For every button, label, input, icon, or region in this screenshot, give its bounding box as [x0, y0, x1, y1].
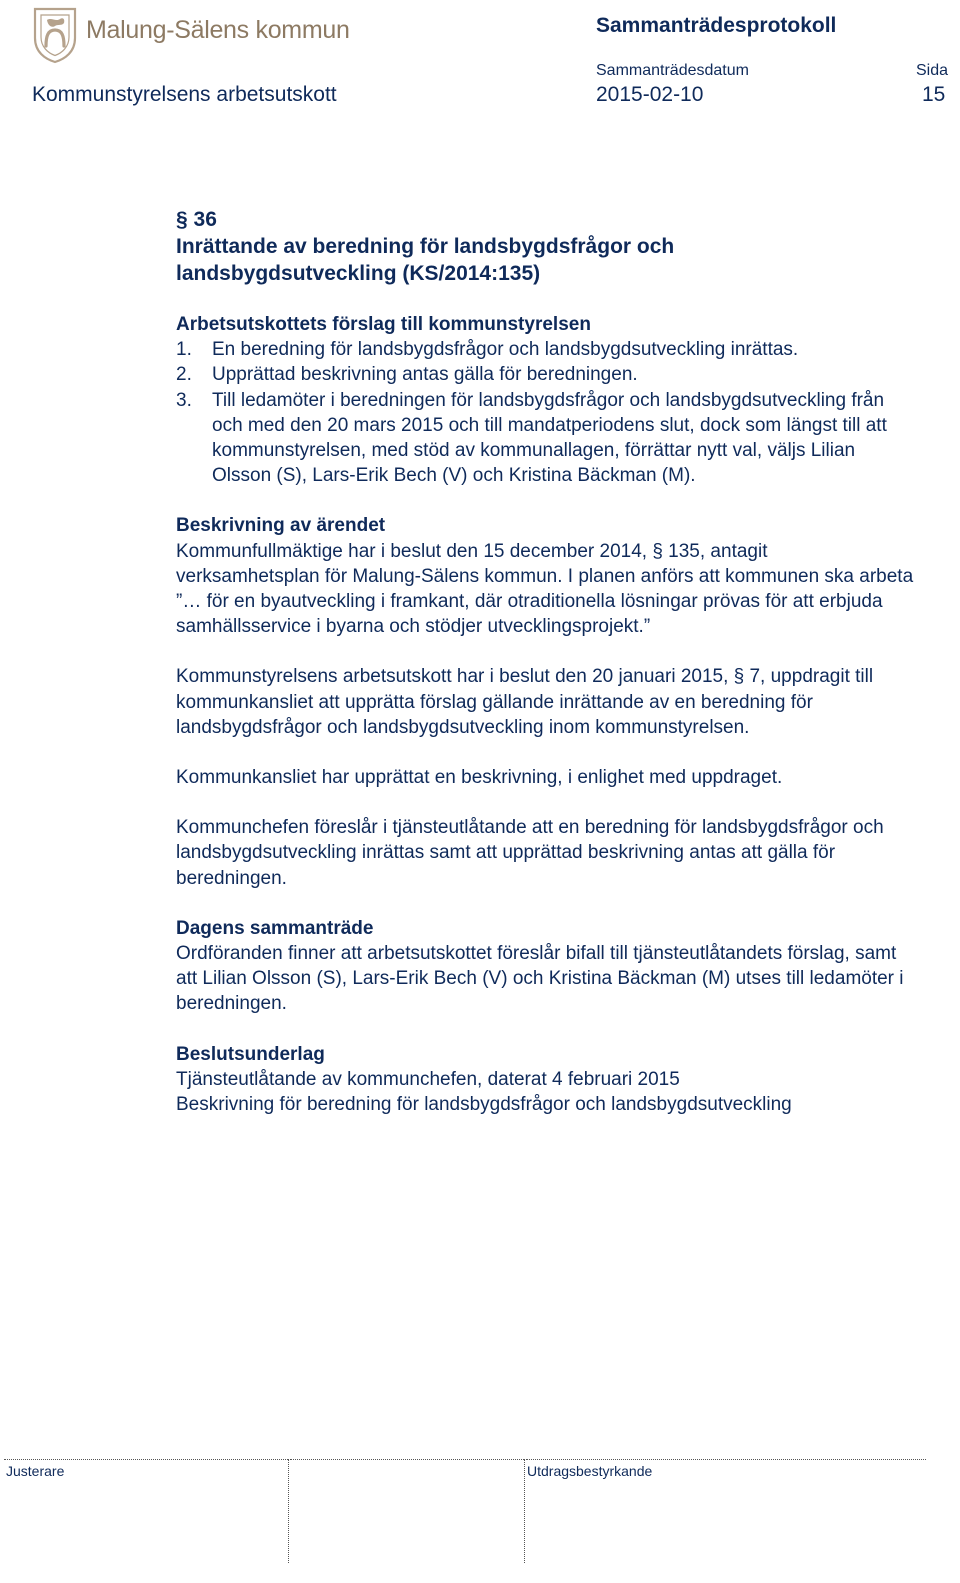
description-paragraph: Kommunstyrelsens arbetsutskott har i beslut den 20 januari 2015, § 7, uppdragit till kommunkansliet att upprätta förslag gällande inrättande av en beredning för landsbygdsfrågor och landsbygdsutveckling inom kommunstyrelsen. [176, 666, 874, 738]
footer-column-divider [524, 1459, 526, 1563]
section-number-value: 36 [193, 208, 217, 231]
adjuster-label: Justerare [6, 1463, 65, 1479]
decision-basis-line: Beskrivning för beredning för landsbygdsfrågor och landsbygdsutveckling [176, 1094, 792, 1116]
description-paragraph: Kommunchefen föreslår i tjänsteutlåtande att en beredning för landsbygdsfrågor och landsbygdsutveckling inrättas samt att upprättad beskrivning antas att gälla för beredningen. [176, 817, 884, 889]
footer-column-divider [288, 1459, 290, 1563]
proposal-item: 1. En beredning för landsbygdsfrågor och landsbygdsutveckling inrättas. [176, 339, 799, 361]
meeting-heading: Dagens sammanträde [176, 917, 374, 939]
proposal-heading: Arbetsutskottets förslag till kommunstyrelsen [176, 314, 591, 335]
description-paragraph: Kommunkansliet har upprättat en beskrivning, i enlighet med uppdraget. [176, 767, 783, 789]
municipality-name-logo: Malung-Sälens kommun [86, 16, 350, 44]
section-number [176, 206, 916, 233]
municipality-shield-logo-icon [32, 6, 78, 64]
footer-divider [526, 1459, 926, 1461]
page-label: Sida [916, 62, 949, 79]
proposal-item: 3. Till ledamöter i beredningen för landsbygdsfrågor och landsbygdsutveckling från och med den 20 mars 2015 och till mandatperiodens slut, dock som längst till att kommunstyrelsen, med stöd av kommunallagen, förrättar nytt val, väljs Lilian Olsson (S), Lars-Erik Bech (V) och Kristina Bäckman (M). [176, 389, 887, 487]
description-paragraph: Kommunfullmäktige har i beslut den 15 december 2014, § 135, antagit verksamhetsplan för Malung-Sälens kommun. I planen anförs att kommunen ska arbeta ”… för en byautveckling i framkant, där otraditionella lösningar prövas för att erbjuda samhällsservice i byarna och stödjer utvecklingsprojekt.” [176, 540, 914, 638]
document-type: Sammanträdesprotokoll [596, 14, 837, 37]
paragraph-symbol: § [176, 208, 188, 231]
meeting-date-label: Sammanträdesdatum [596, 62, 749, 79]
meeting-date: 2015-02-10 [596, 83, 704, 106]
decision-basis-line: Tjänsteutlåtande av kommunchefen, daterat 4 februari 2015 [176, 1068, 680, 1090]
meeting-paragraph: Ordföranden finner att arbetsutskottet föreslår bifall till tjänsteutlåtandets förslag, samt att Lilian Olsson (S), Lars-Erik Bech (V) och Kristina Bäckman (M) utses till ledamöter i beredningen. [176, 943, 904, 1015]
organization-name: Kommunstyrelsens arbetsutskott [32, 83, 337, 106]
section-title-line-2: landsbygdsutveckling (KS/2014:135) [176, 262, 541, 285]
section-title-line-1: Inrättande av beredning för landsbygdsfrågor och [176, 235, 675, 258]
footer-divider [4, 1459, 288, 1461]
description-heading: Beskrivning av ärendet [176, 515, 386, 537]
footer-divider [290, 1459, 524, 1461]
page-number: 15 [922, 83, 946, 106]
proposal-list [176, 337, 916, 488]
decision-basis-heading: Beslutsunderlag [176, 1043, 325, 1065]
proposal-item: 2. Upprättad beskrivning antas gälla för beredningen. [176, 364, 638, 386]
protocol-body [176, 206, 916, 1117]
section-heading [176, 206, 916, 287]
extract-certification-label: Utdragsbestyrkande [527, 1463, 653, 1479]
